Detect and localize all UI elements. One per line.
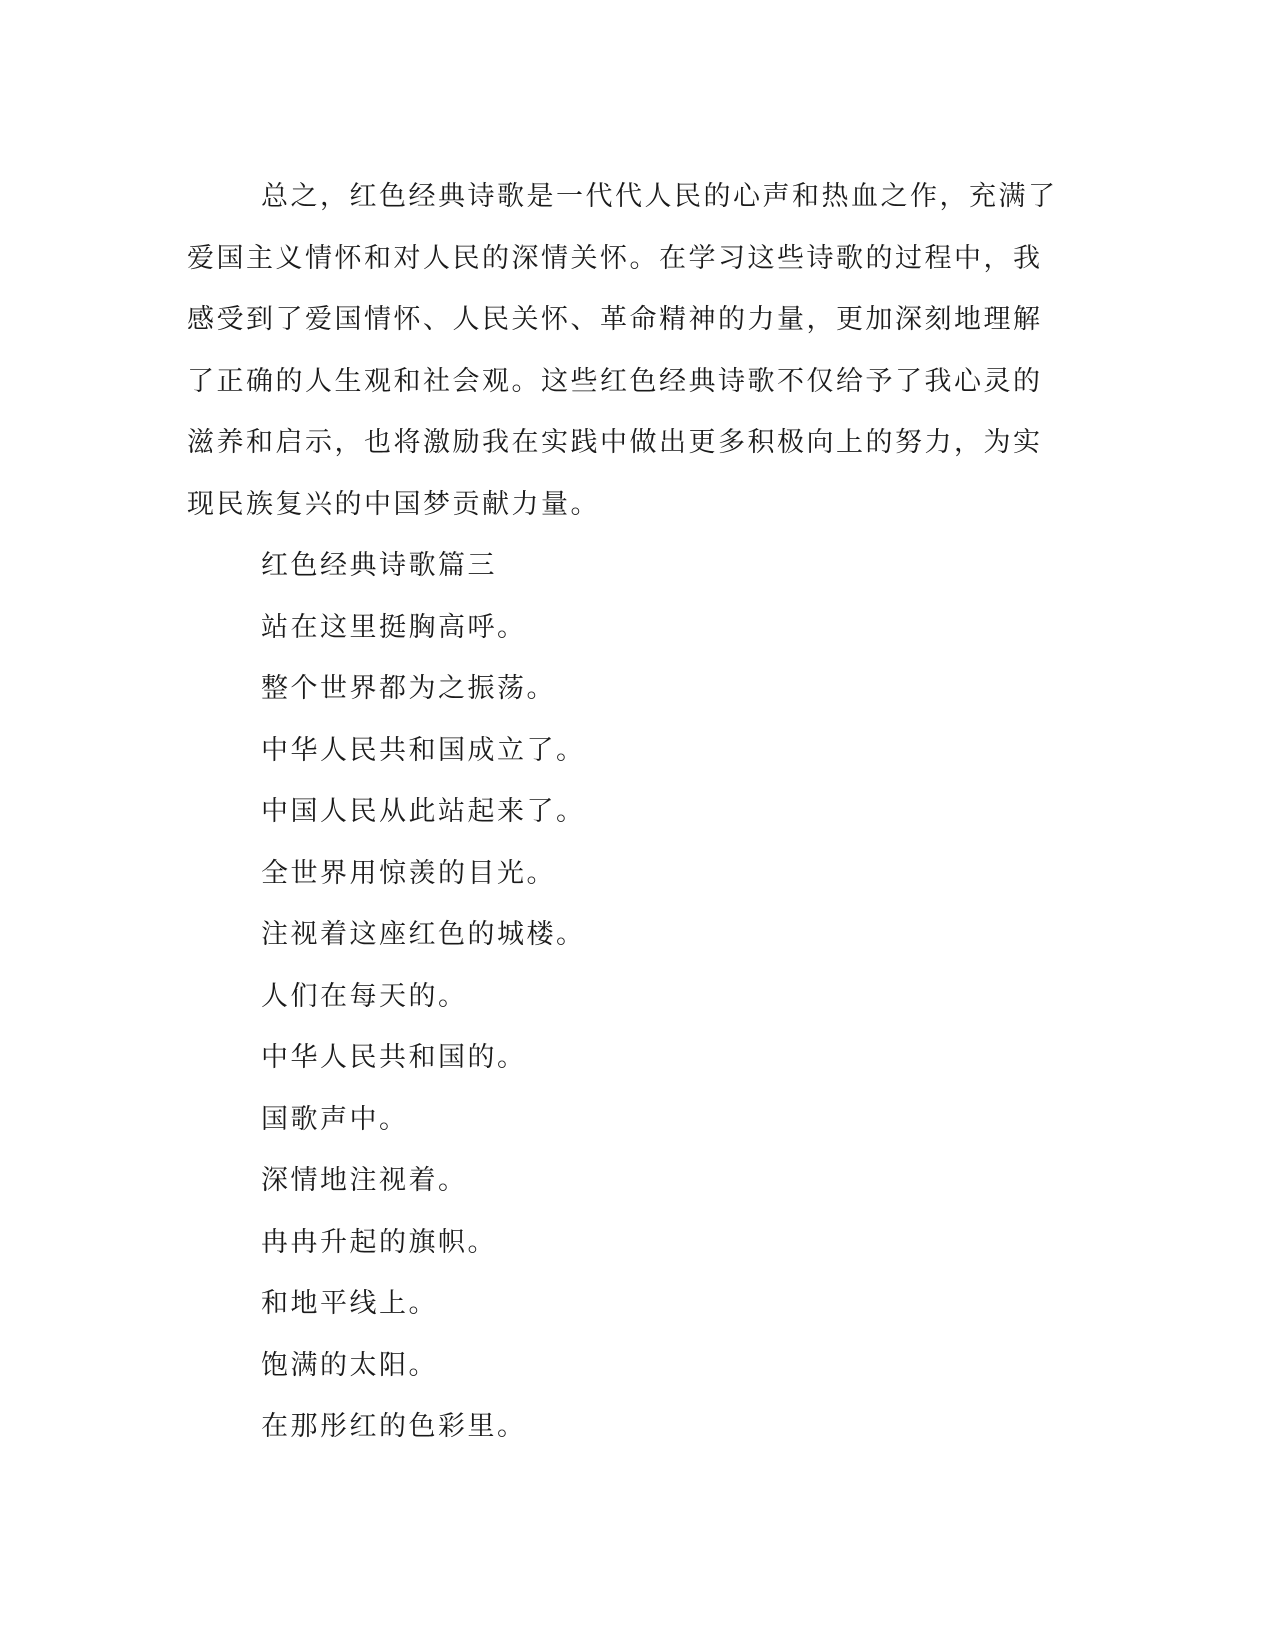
poem-line: 中华人民共和国成立了。 bbox=[261, 734, 586, 766]
poem-line: 站在这里挺胸高呼。 bbox=[261, 611, 527, 643]
poem-line: 在那彤红的色彩里。 bbox=[261, 1411, 527, 1442]
poem-line: 人们在每天的。 bbox=[261, 980, 468, 1012]
poem-line: 整个世界都为之振荡。 bbox=[261, 673, 556, 704]
poem-line: 深情地注视着。 bbox=[261, 1165, 468, 1196]
document-body bbox=[187, 166, 1067, 1458]
poem-line: 中华人民共和国的。 bbox=[261, 1042, 527, 1073]
poem-line: 中国人民从此站起来了。 bbox=[261, 796, 586, 827]
poem-line: 全世界用惊羡的目光。 bbox=[261, 857, 556, 889]
poem-line: 注视着这座红色的城楼。 bbox=[261, 919, 586, 950]
section-title: 红色经典诗歌篇三 bbox=[261, 550, 497, 581]
summary-paragraph: 总之，红色经典诗歌是一代代人民的心声和热血之作，充满了爱国主义情怀和对人民的深情关怀。在学习这些诗歌的过程中，我感受到了爱国情怀、人民关怀、革命精神的力量，更加深刻地理解了正确的人生观和社会观。这些红色经典诗歌不仅给予了我心灵的滋养和启示，也将激励我在实践中做出更多积极向上的努力，为实现民族复兴的中国梦贡献力量。 bbox=[187, 181, 1058, 520]
poem-line: 冉冉升起的旗帜。 bbox=[261, 1226, 497, 1258]
poem-line: 饱满的太阳。 bbox=[261, 1349, 438, 1381]
poem-line: 和地平线上。 bbox=[261, 1288, 438, 1319]
poem-line: 国歌声中。 bbox=[261, 1103, 409, 1135]
